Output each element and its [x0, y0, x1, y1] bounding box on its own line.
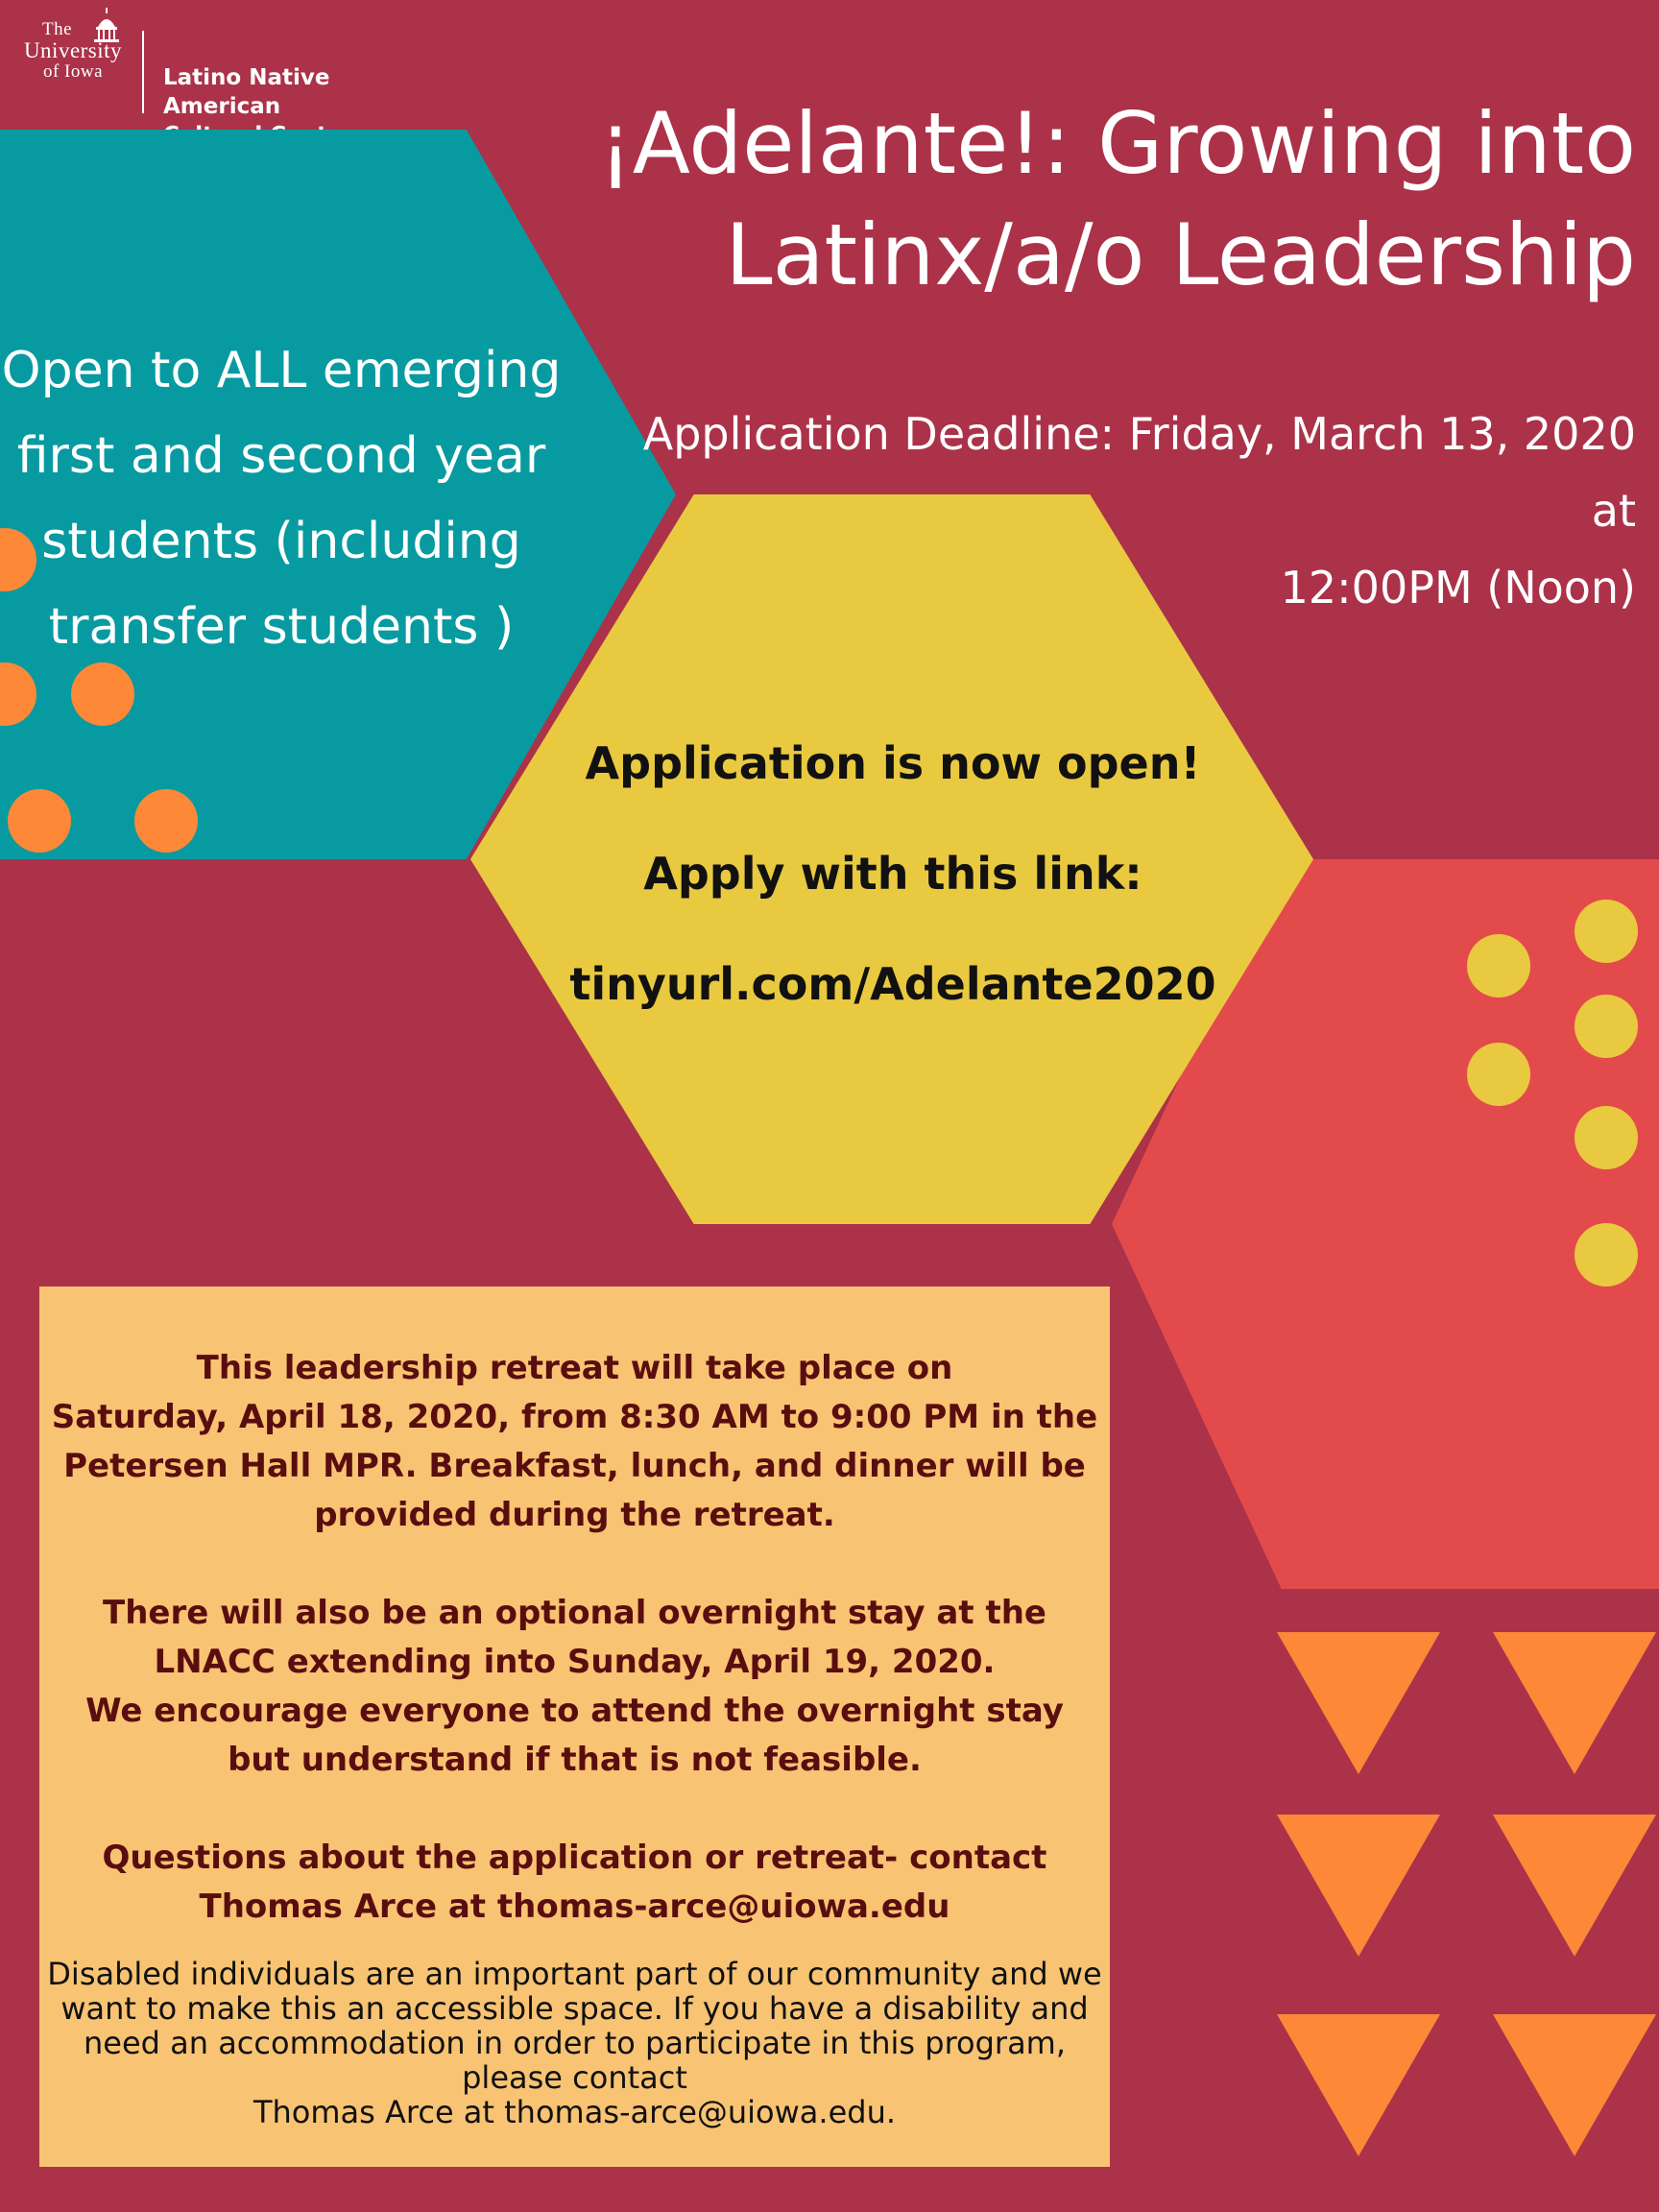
logo-divider: [142, 31, 144, 113]
apply-instruction: Apply with this link:: [643, 848, 1142, 900]
center-name: Latino Native American: [163, 65, 330, 119]
apply-callout: [518, 709, 1267, 1040]
application-deadline: Application Deadline: Friday, March 13, 2020 at 12:00PM (Noon): [642, 408, 1636, 613]
contact-paragraph: Questions about the application or retreat- contact Thomas Arce at thomas-arce@uiowa.edu: [39, 1834, 1110, 1932]
decorative-triangle: [1493, 2014, 1656, 2156]
apply-link[interactable]: tinyurl.com/Adelante2020: [569, 958, 1216, 1010]
decorative-triangle: [1277, 2014, 1440, 2156]
decorative-dot: [1575, 1106, 1638, 1169]
accessibility-contact[interactable]: Thomas Arce at thomas-arce@uiowa.edu.: [252, 2094, 897, 2130]
university-wordmark: The University of Iowa: [23, 19, 123, 82]
university-logo: [12, 8, 453, 119]
decorative-dot: [1467, 934, 1530, 998]
page-title: ¡Adelante!: Growing into Latinx/a/o Leadership: [598, 94, 1636, 304]
retreat-info-box: [39, 1286, 1110, 2167]
decorative-triangle: [1493, 1815, 1656, 1957]
decorative-dot: [71, 662, 134, 726]
retreat-details: [39, 1344, 1110, 1932]
decorative-dot: [1467, 1043, 1530, 1106]
decorative-dot: [1575, 900, 1638, 963]
eligibility-text: Open to ALL emerging first and second year students (including transfer students ): [1, 342, 562, 656]
decorative-dot: [1575, 1223, 1638, 1286]
contact-email[interactable]: Thomas Arce at thomas-arce@uiowa.edu: [199, 1887, 950, 1926]
accessibility-statement: Disabled individuals are an important part of our community and we want to make this an accessible space. If you have a disability and need an accommodation in order to participate in this program, please contact Thomas Arce at thomas-arce@uiowa.edu.: [39, 1957, 1110, 2129]
apply-heading: Application is now open!: [585, 737, 1201, 789]
decorative-triangle: [1277, 1632, 1440, 1774]
decorative-triangle: [1277, 1815, 1440, 1957]
decorative-dot: [134, 789, 198, 853]
retreat-date-paragraph: This leadership retreat will take place on Saturday, April 18, 2020, from 8:30 AM to 9:00 PM in the Petersen Hall MPR. Breakfast, lunch, and dinner will be provided during the retreat.: [51, 1349, 1098, 1534]
decorative-dot: [8, 789, 71, 853]
decorative-triangle: [1493, 1632, 1656, 1774]
overnight-paragraph: There will also be an optional overnight stay at the LNACC extending into Sunday, April 19, 2020. We encourage everyone to attend the overnight stay but understand if that is not feasible.: [85, 1594, 1064, 1779]
decorative-dot: [1575, 995, 1638, 1058]
